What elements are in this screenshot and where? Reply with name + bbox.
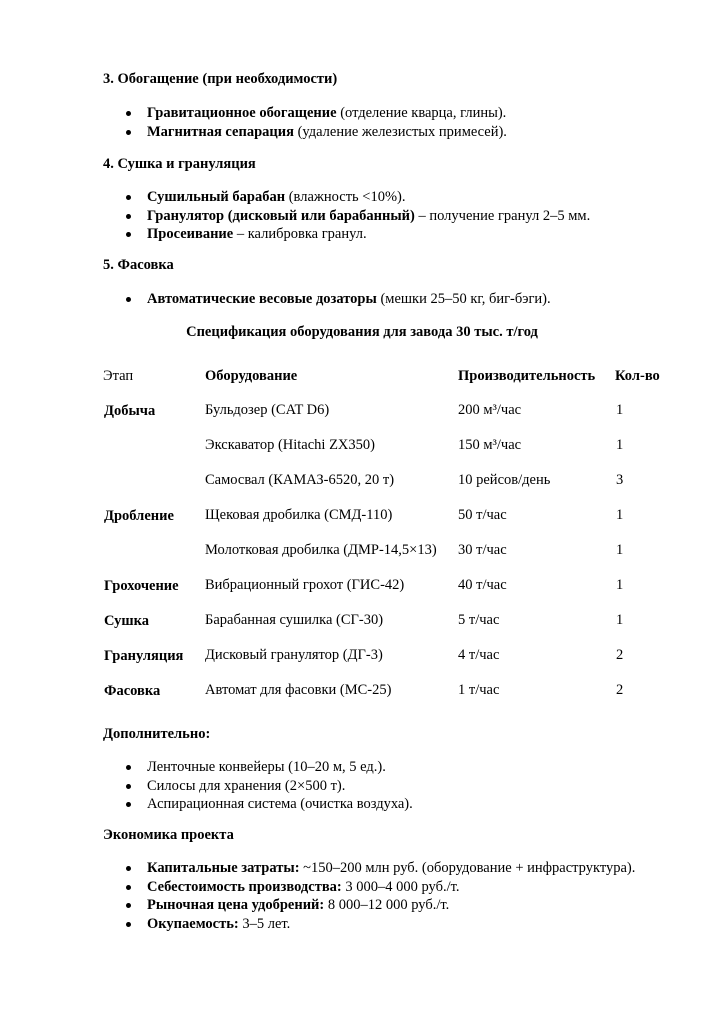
list-item — [0, 188, 590, 207]
cell-equipment: Экскаватор (Hitachi ZX350) — [205, 437, 375, 453]
cell-capacity: 40 т/час — [458, 577, 507, 593]
list-item — [0, 859, 635, 878]
list-item — [0, 915, 635, 934]
list-item — [0, 104, 507, 123]
cell-equipment: Барабанная сушилка (СГ-30) — [205, 612, 384, 628]
list-item — [0, 878, 635, 897]
item-text: (удаление железистых примесей). — [293, 123, 507, 140]
cell-qty: 1 — [616, 612, 624, 628]
cell-capacity: 200 м³/час — [458, 402, 522, 418]
header-qty: Кол-во — [615, 368, 660, 384]
cell-stage: Сушка — [104, 613, 149, 629]
item-bold: Сушильный барабан — [147, 189, 286, 205]
cell-stage: Грануляция — [104, 648, 184, 664]
cell-equipment: Бульдозер (CAT D6) — [205, 402, 330, 418]
cell-qty: 3 — [616, 472, 624, 488]
item-bold: Себестоимость производства: — [147, 878, 342, 895]
cell-qty: 1 — [616, 437, 624, 453]
spec-title: Спецификация оборудования для завода 30 тыс. т/год — [186, 324, 538, 340]
cell-equipment: Молотковая дробилка (ДМР-14,5×13) — [205, 542, 437, 558]
cell-qty: 1 — [616, 577, 624, 593]
cell-capacity: 4 т/час — [458, 647, 500, 663]
cell-capacity: 5 т/час — [458, 612, 500, 628]
section-4-list — [0, 188, 590, 244]
item-bold: Магнитная сепарация — [147, 123, 294, 140]
item-text: (мешки 25–50 кг, биг-бэги). — [376, 291, 551, 307]
section-5-title: 5. Фасовка — [103, 257, 174, 273]
section-3-title: 3. Обогащение (при необходимости) — [103, 71, 338, 87]
cell-capacity: 50 т/час — [458, 507, 507, 523]
item-text: ~150–200 млн руб. (оборудование + инфраструктура). — [299, 860, 636, 876]
item-bold: Просеивание — [147, 226, 234, 242]
cell-equipment: Самосвал (КАМАЗ-6520, 20 т) — [205, 472, 395, 488]
item-text: 3–5 лет. — [238, 915, 291, 932]
header-equipment: Оборудование — [205, 368, 298, 384]
item-text: – калибровка гранул. — [233, 226, 367, 242]
item-text: (влажность <10%). — [285, 189, 406, 205]
section-4-title: 4. Сушка и грануляция — [103, 156, 256, 172]
additional-title: Дополнительно: — [103, 726, 211, 742]
header-stage: Этап — [103, 368, 134, 384]
list-item: Ленточные конвейеры (10–20 м, 5 ед.). — [0, 758, 413, 777]
section-3-list — [0, 104, 507, 141]
cell-equipment: Вибрационный грохот (ГИС-42) — [205, 577, 405, 593]
item-bold: Капитальные затраты: — [147, 860, 300, 876]
item-bold: Окупаемость: — [147, 915, 239, 932]
list-item — [0, 896, 635, 915]
list-item — [0, 290, 551, 309]
list-item — [0, 225, 590, 244]
cell-qty: 2 — [616, 647, 624, 663]
item-text: (отделение кварца, глины). — [336, 105, 507, 121]
item-text: – получение гранул 2–5 мм. — [414, 207, 591, 224]
item-bold: Гравитационное обогащение — [147, 105, 337, 121]
list-item — [0, 123, 507, 142]
list-item — [0, 207, 590, 226]
cell-equipment: Автомат для фасовки (МС-25) — [205, 682, 392, 698]
economics-title: Экономика проекта — [103, 827, 234, 843]
cell-equipment: Щековая дробилка (СМД-110) — [205, 507, 393, 523]
section-5-list — [0, 290, 551, 309]
cell-stage: Дробление — [104, 508, 174, 524]
cell-capacity: 150 м³/час — [458, 437, 522, 453]
cell-stage: Добыча — [104, 403, 156, 419]
cell-capacity: 10 рейсов/день — [458, 472, 551, 488]
cell-equipment: Дисковый гранулятор (ДГ-3) — [205, 647, 383, 663]
header-capacity: Производительность — [458, 368, 596, 384]
cell-qty: 1 — [616, 402, 624, 418]
cell-qty: 1 — [616, 507, 624, 523]
item-text: 3 000–4 000 руб./т. — [341, 878, 460, 895]
cell-capacity: 1 т/час — [458, 682, 500, 698]
cell-capacity: 30 т/час — [458, 542, 507, 558]
item-text: 8 000–12 000 руб./т. — [324, 897, 450, 913]
cell-stage: Фасовка — [104, 683, 161, 699]
list-item: Силосы для хранения (2×500 т). — [0, 777, 413, 796]
item-bold: Рыночная цена удобрений: — [147, 897, 325, 913]
cell-stage: Грохочение — [104, 578, 179, 594]
item-bold: Автоматические весовые дозаторы — [147, 291, 377, 307]
cell-qty: 2 — [616, 682, 624, 698]
item-bold: Гранулятор (дисковый или барабанный) — [147, 207, 415, 224]
cell-qty: 1 — [616, 542, 624, 558]
list-item: Аспирационная система (очистка воздуха). — [0, 795, 413, 814]
additional-list — [0, 758, 413, 814]
economics-list — [0, 859, 635, 933]
